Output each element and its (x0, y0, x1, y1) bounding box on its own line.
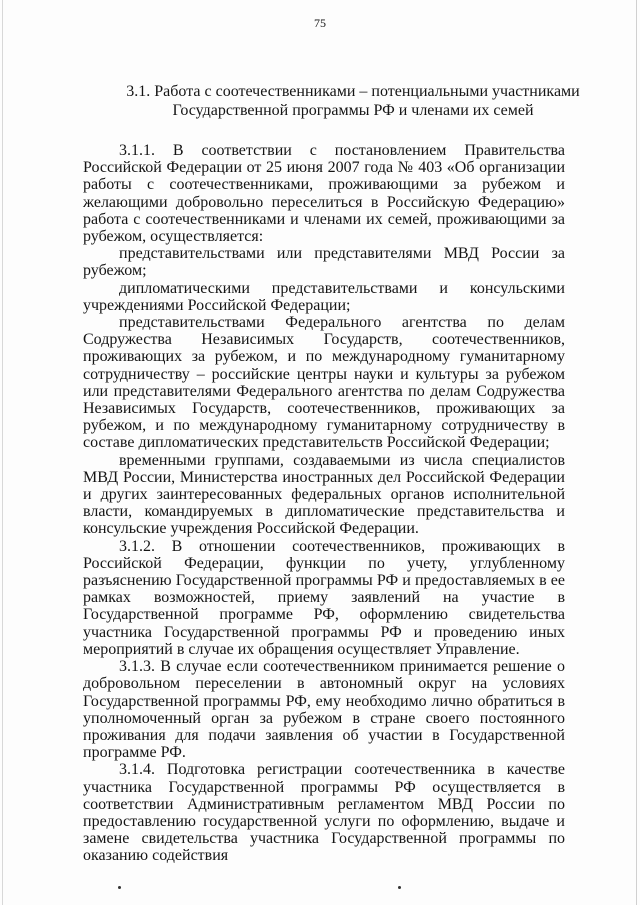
paragraph-3-1-4: 3.1.4. Подготовка регистрации соотечественника в качестве участника Государственной программы РФ осуществляется в соответствии Административным регламентом МВД России по предоставлению государственной услуги по оформлению, выдаче и замене свидетельства участника Государственной программы по оказанию содействия (83, 761, 565, 865)
paragraph-item-diplomatic: дипломатическими представительствами и консульскими учреждениями Российской Федерации; (83, 279, 565, 314)
paragraph-3-1-3: 3.1.3. В случае если соотечественником принимается решение о добровольном переселении в автономный округ на условиях Государственной программы РФ, ему необходимо лично обратиться в уполномоченный орган за рубежом в стране своего постоянного проживания для подачи заявления об участии в Государственной программе РФ. (83, 658, 565, 762)
scan-edge-left (2, 0, 3, 905)
paragraph-3-1-1: 3.1.1. В соответствии с постановлением Правительства Российской Федерации от 25 июня 2007 года № 403 «Об организации работы с соотечественниками, проживающими за рубежом и желающими добровольно переселиться в Российскую Федерацию» работа с соотечественниками и членами их семей, проживающими за рубежом, осуществляется: (83, 142, 565, 246)
paragraph-item-mvd: представительствами или представителями МВД России за рубежом; (83, 245, 565, 280)
section-title: 3.1. Работа с соотечественниками – потенциальными участниками Государственной программы РФ и членами их семей (126, 83, 580, 119)
scan-edge-right (636, 0, 637, 905)
page-number: 75 (314, 16, 326, 30)
paragraph-item-agency: представительствами Федерального агентства по делам Содружества Независимых Государств, соотечественников, проживающих за рубежом, и по международному гуманитарному сотрудничеству – российские центры науки и культуры за рубежом или представителями Федерального агентства по делам Содружества Независимых Государств, соотечественников, проживающих за рубежом, и по международному гуманитарному сотрудничеству в составе дипломатических представительств Российской Федерации; (83, 314, 565, 452)
scan-mark (118, 886, 121, 889)
paragraph-item-temporary-groups: временными группами, создаваемыми из числа специалистов МВД России, Министерства иностранных дел Российской Федерации и других заинтересованных федеральных органов исполнительной власти, командируемых в дипломатические представительства и консульские учреждения Российской Федерации. (83, 451, 565, 538)
body-text (83, 142, 565, 865)
scan-mark (398, 886, 401, 889)
paragraph-3-1-2: 3.1.2. В отношении соотечественников, проживающих в Российской Федерации, функции по учету, углубленному разъяснению Государственной программы РФ и предоставляемых в ее рамках возможностей, приему заявлений на участие в Государственной программе РФ, оформлению свидетельства участника Государственной программы РФ и проведению иных мероприятий в случае их обращения осуществляет Управление. (83, 537, 565, 658)
